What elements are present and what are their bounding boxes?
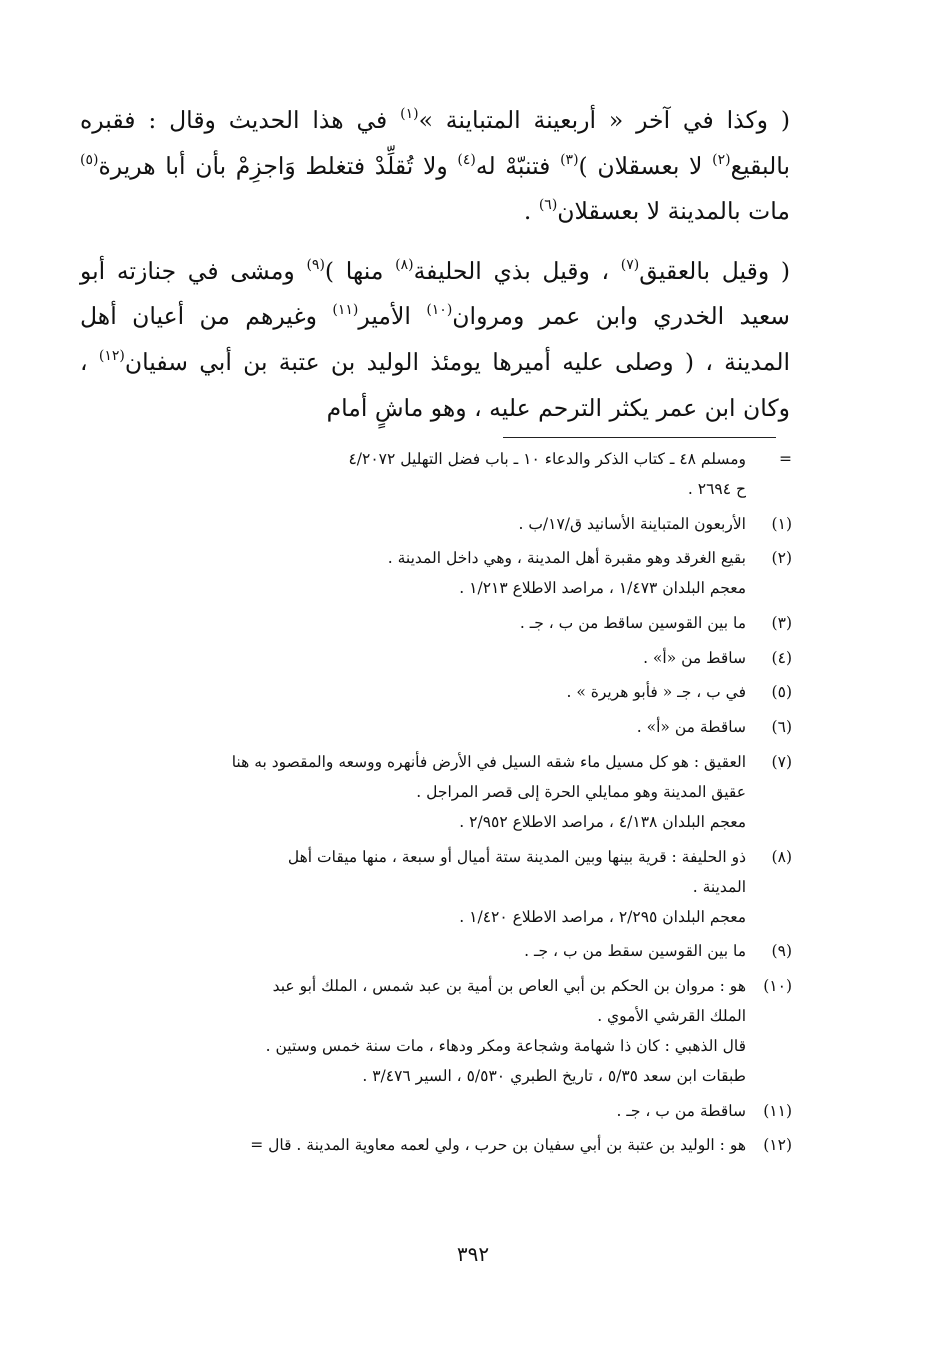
footnote-line: ساقطة من «أ» .: [636, 718, 746, 737]
footnote-number: (٥): [771, 683, 792, 702]
footnote-ref[interactable]: (٣): [560, 151, 579, 168]
footnote-item: [70, 509, 792, 539]
footnote-number: (١٢): [763, 1136, 792, 1155]
footnote-number: (١٠): [763, 976, 792, 995]
footnote-ref[interactable]: (٥): [80, 151, 99, 168]
footnote-ref[interactable]: (١٢): [98, 347, 125, 364]
text-run: ( وكذا في آخر « أربعينة المتباينة »: [418, 106, 790, 134]
footnote-line: معجم البلدان ٤/١٣٨ ، مراصد الاطلاع ٢/٩٥٢ .: [459, 812, 746, 831]
footnote-line: العقيق : هو كل مسيل ماء شقه السيل في الأرض فأنهره ووسعه والمقصود به هنا: [231, 752, 746, 771]
footnote-item: [70, 842, 792, 932]
text-run: ولا تُقلِّدْ فتغلط وَاجزِمْ بأن أبا هريرة: [98, 151, 458, 180]
footnote-number: (٦): [771, 718, 792, 737]
footnote-number: (٤): [771, 648, 792, 667]
footnote-number: (٧): [771, 752, 792, 771]
text-run: وغيرهم من أعيان أهل المدينة ، ( وصلى عليه أميرها يومئذ الوليد بن عتبة بن أبي سفيان: [80, 302, 791, 376]
footnote-number: (٨): [771, 847, 792, 866]
footnote-line: الأربعون المتباينة الأسانيد ق/١٧/ب .: [518, 514, 746, 533]
footnote-continuation: [70, 444, 792, 504]
footnote-item: [70, 677, 792, 707]
footnote-item: [70, 747, 792, 837]
page-number: ٣٩٢: [456, 1242, 490, 1266]
paragraph-2: [80, 249, 790, 431]
footnote-ref[interactable]: (١١): [332, 302, 359, 319]
text-run: ، وكان ابن عمر يكثر الترحم عليه ، وهو ماشٍ أمام: [80, 347, 790, 422]
footnote-ref[interactable]: (٧): [620, 256, 640, 273]
footnote-line: ومسلم ٤٨ ـ كتاب الذكر والدعاء ١٠ ـ باب فضل التهليل ٤/٢٠٧٢: [348, 450, 746, 468]
footnote-item: [70, 971, 792, 1091]
footnote-line: المدينة .: [692, 877, 746, 896]
footnote-line: ذو الحليفة : قرية بينها وبين المدينة ستة أميال أو سبعة ، منها ميقات أهل: [287, 847, 746, 866]
footnote-item: [70, 543, 792, 603]
footnote-item: [70, 936, 792, 966]
footnote-ref[interactable]: (١٠): [426, 302, 453, 319]
footnote-separator: [503, 437, 776, 438]
footnote-line: ساقطة من ب ، جـ .: [616, 1101, 746, 1120]
text-run: ومشى في جنازته أبو سعيد الخدري وابن عمر ومروان: [80, 256, 790, 331]
footnote-line: هو : الوليد بن عتبة بن أبي سفيان بن حرب ، ولي لعمه معاوية المدينة . قال =: [250, 1136, 746, 1155]
footnote-ref[interactable]: (٨): [395, 256, 414, 273]
footnote-item: [70, 712, 792, 742]
text-run: الأمير: [358, 302, 427, 331]
footnote-ref[interactable]: (٩): [306, 256, 325, 273]
footnote-number: (٩): [771, 942, 792, 961]
text-run: لا بعسقلان ): [578, 151, 713, 180]
text-run: .: [523, 197, 539, 226]
footnote-ref[interactable]: (٢): [712, 151, 731, 168]
footnote-line: معجم البلدان ٢/٢٩٥ ، مراصد الاطلاع ١/٤٢٠ .: [459, 907, 746, 926]
footnote-line: معجم البلدان ١/٤٧٣ ، مراصد الاطلاع ١/٢١٣ .: [459, 579, 746, 598]
footnote-item: [70, 608, 792, 638]
footnote-item: [70, 1130, 792, 1160]
main-text: [80, 98, 790, 431]
footnote-line: ما بين القوسين سقط من ب ، جـ .: [524, 942, 746, 961]
footnote-number: (١١): [763, 1101, 792, 1120]
footnote-ref[interactable]: (١): [400, 106, 419, 122]
paragraph-1: [80, 98, 790, 235]
footnote-ref[interactable]: (٤): [457, 151, 476, 168]
continuation-mark: =: [779, 450, 792, 468]
footnote-ref[interactable]: (٦): [538, 197, 558, 214]
footnote-line: عقيق المدينة وهو ممايلي الحرة إلى قصر المراجل .: [416, 782, 746, 801]
footnote-list: [70, 509, 792, 1161]
footnote-line: هو : مروان بن الحكم بن أبي العاص بن أمية بن عبد شمس ، الملك أبو عبد: [272, 976, 746, 995]
footnote-line: في ب ، جـ « فأبو هريرة » .: [566, 683, 746, 702]
text-run: منها ): [324, 256, 396, 285]
footnote-item: [70, 643, 792, 673]
footnote-line: ح ٢٦٩٤ .: [687, 480, 746, 498]
text-run: في هذا الحديث وقال : فقبره بالبقيع: [80, 106, 791, 180]
text-run: فتنبّهْ له: [475, 151, 561, 180]
text-run: ، وقيل بذي الحليفة: [413, 256, 621, 285]
text-run: ( وقيل بالعقيق: [639, 256, 791, 285]
footnote-line: ما بين القوسين ساقط من ب ، جـ .: [519, 614, 746, 633]
footnote-line: بقيع الغرقد وهو مقبرة أهل المدينة ، وهي داخل المدينة .: [387, 549, 746, 568]
footnote-number: (١): [771, 514, 792, 533]
footnote-number: (٢): [771, 549, 792, 568]
text-run: مات بالمدينة لا بعسقلان: [557, 197, 790, 226]
footnote-number: (٣): [771, 614, 792, 633]
footnote-line: قال الذهبي : كان ذا شهامة وشجاعة ومكر ودهاء ، مات سنة خمس وستين .: [265, 1036, 746, 1055]
footnote-line: طبقات ابن سعد ٥/٣٥ ، تاريخ الطبري ٥/٥٣٠ ، السير ٣/٤٧٦ .: [362, 1066, 746, 1085]
footnote-line: ساقط من «أ» .: [643, 648, 746, 667]
footnotes: [70, 444, 792, 1165]
footnote-item: [70, 1096, 792, 1126]
footnote-line: الملك القرشي الأموي .: [597, 1006, 746, 1025]
